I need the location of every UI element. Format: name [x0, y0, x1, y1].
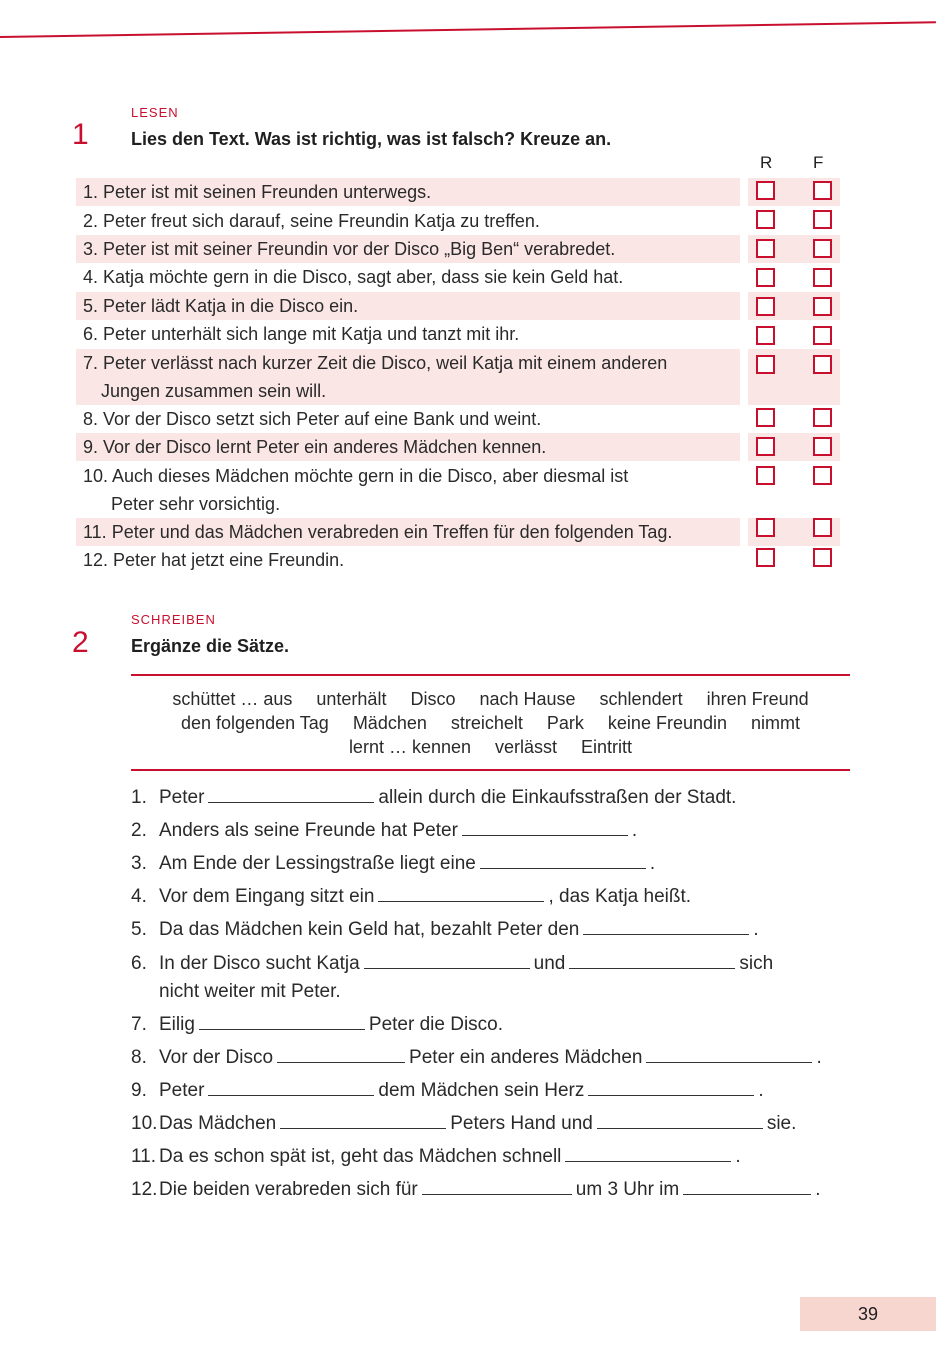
wordbox-bottom-rule [131, 769, 850, 771]
checkbox-richtig[interactable] [756, 326, 775, 345]
statement-row: 1. Peter ist mit seinen Freunden unterwegs. [76, 178, 740, 206]
answer-blank[interactable] [208, 788, 374, 803]
word-chip: Park [546, 713, 584, 733]
wordbox-line [131, 713, 850, 734]
statement-row: 12. Peter hat jetzt eine Freundin. [83, 550, 345, 570]
page-number: 39 [800, 1297, 936, 1331]
statement-row: 3. Peter ist mit seiner Freundin vor der Disco „Big Ben“ verabredet. [76, 235, 740, 263]
answer-blank[interactable] [683, 1180, 811, 1195]
word-chip: Mädchen [352, 713, 427, 733]
sentence-item: 3. Am Ende der Lessingstraße liegt eine . [131, 853, 656, 874]
word-chip: verlässt [495, 737, 558, 757]
ex1-number: 1 [72, 118, 89, 151]
wordbox-line [131, 737, 850, 758]
answer-blank[interactable] [378, 887, 544, 902]
answer-blank[interactable] [277, 1048, 405, 1063]
checkbox-richtig[interactable] [756, 181, 775, 200]
word-chip: nach Hause [479, 689, 576, 709]
statement-row: 10. Auch dieses Mädchen möchte gern in die Disco, aber diesmal ist Peter sehr vorsichtig. [83, 466, 629, 514]
sentence-item: 10.Das Mädchen Peters Hand und sie. [131, 1113, 797, 1134]
word-chip: lernt … kennen [348, 737, 472, 757]
wordbox-top-rule [131, 674, 850, 676]
checkbox-richtig[interactable] [756, 355, 775, 374]
checkbox-richtig[interactable] [756, 408, 775, 427]
checkbox-richtig[interactable] [756, 437, 775, 456]
sentence-item: 11. Da es schon spät ist, geht das Mädchen schnell . [131, 1146, 741, 1167]
wordbox-line [131, 689, 850, 710]
sentence-item: 7. Eilig Peter die Disco. [131, 1014, 504, 1035]
sentence-item: 8. Vor der Disco Peter ein anderes Mädchen . [131, 1047, 822, 1068]
sentence-item: 9. Peter dem Mädchen sein Herz . [131, 1080, 764, 1101]
word-chip: keine Freundin [607, 713, 727, 733]
ex1-title: Lies den Text. Was ist richtig, was ist falsch? Kreuze an. [131, 129, 612, 149]
sentence-item: 1. Peter allein durch die Einkaufsstraßen der Stadt. [131, 787, 737, 808]
statement-row: 4. Katja möchte gern in die Disco, sagt aber, dass sie kein Geld hat. [83, 267, 624, 287]
checkbox-falsch[interactable] [813, 239, 832, 258]
answer-blank[interactable] [588, 1081, 754, 1096]
statement-row: 5. Peter lädt Katja in die Disco ein. [76, 292, 740, 320]
statement-row: 8. Vor der Disco setzt sich Peter auf eine Bank und weint. [83, 409, 542, 429]
word-chip: schüttet … aus [172, 689, 293, 709]
ex2-section-label: SCHREIBEN [131, 612, 216, 627]
statement-row: 9. Vor der Disco lernt Peter ein anderes Mädchen kennen. [76, 433, 740, 461]
answer-blank[interactable] [462, 821, 628, 836]
checkbox-falsch[interactable] [813, 297, 832, 316]
word-chip: ihren Freund [706, 689, 809, 709]
answer-blank[interactable] [583, 920, 749, 935]
statement-row: 7. Peter verlässt nach kurzer Zeit die Disco, weil Katja mit einem anderen Jungen zusammen sein will. [76, 349, 740, 405]
checkbox-falsch[interactable] [813, 437, 832, 456]
answer-blank[interactable] [597, 1114, 763, 1129]
checkbox-richtig[interactable] [756, 466, 775, 485]
checkbox-richtig[interactable] [756, 210, 775, 229]
checkbox-falsch[interactable] [813, 210, 832, 229]
col-header-falsch: F [813, 153, 824, 172]
sentence-item: 12.Die beiden verabreden sich für um 3 Uhr im . [131, 1179, 821, 1200]
checkbox-falsch[interactable] [813, 326, 832, 345]
statement-row: 6. Peter unterhält sich lange mit Katja und tanzt mit ihr. [83, 324, 520, 344]
sentence-item: 6. In der Disco sucht Katja und sich [131, 953, 774, 974]
answer-blank[interactable] [565, 1147, 731, 1162]
answer-blank[interactable] [480, 854, 646, 869]
word-chip: den folgenden Tag [181, 713, 329, 733]
sentence-continuation: nicht weiter mit Peter. [159, 981, 341, 1002]
answer-blank[interactable] [280, 1114, 446, 1129]
word-chip: Eintritt [581, 737, 633, 757]
checkbox-falsch[interactable] [813, 466, 832, 485]
sentence-item: 5. Da das Mädchen kein Geld hat, bezahlt Peter den . [131, 919, 759, 940]
col-header-richtig: R [760, 153, 773, 172]
word-chip: schlendert [599, 689, 683, 709]
checkbox-falsch[interactable] [813, 268, 832, 287]
checkbox-richtig[interactable] [756, 239, 775, 258]
checkbox-richtig[interactable] [756, 297, 775, 316]
answer-blank[interactable] [422, 1180, 572, 1195]
answer-blank[interactable] [364, 954, 530, 969]
checkbox-falsch[interactable] [813, 355, 832, 374]
answer-blank[interactable] [208, 1081, 374, 1096]
word-chip: Disco [410, 689, 456, 709]
word-chip: nimmt [751, 713, 800, 733]
answer-blank[interactable] [646, 1048, 812, 1063]
checkbox-falsch[interactable] [813, 181, 832, 200]
top-red-rule [0, 21, 936, 38]
answer-blank[interactable] [569, 954, 735, 969]
checkbox-falsch[interactable] [813, 548, 832, 567]
sentence-item: 2. Anders als seine Freunde hat Peter . [131, 820, 638, 841]
sentence-item: 4. Vor dem Eingang sitzt ein , das Katja heißt. [131, 886, 692, 907]
statement-row: 11. Peter und das Mädchen verabreden ein Treffen für den folgenden Tag. [76, 518, 740, 546]
ex2-title: Ergänze die Sätze. [131, 636, 290, 656]
checkbox-richtig[interactable] [756, 548, 775, 567]
ex2-number: 2 [72, 626, 89, 659]
ex1-section-label: LESEN [131, 105, 179, 120]
checkbox-richtig[interactable] [756, 518, 775, 537]
word-chip: streichelt [450, 713, 523, 733]
checkbox-richtig[interactable] [756, 268, 775, 287]
checkbox-falsch[interactable] [813, 408, 832, 427]
statement-row: 2. Peter freut sich darauf, seine Freundin Katja zu treffen. [83, 211, 540, 231]
answer-blank[interactable] [199, 1015, 365, 1030]
checkbox-falsch[interactable] [813, 518, 832, 537]
word-chip: unterhält [316, 689, 387, 709]
